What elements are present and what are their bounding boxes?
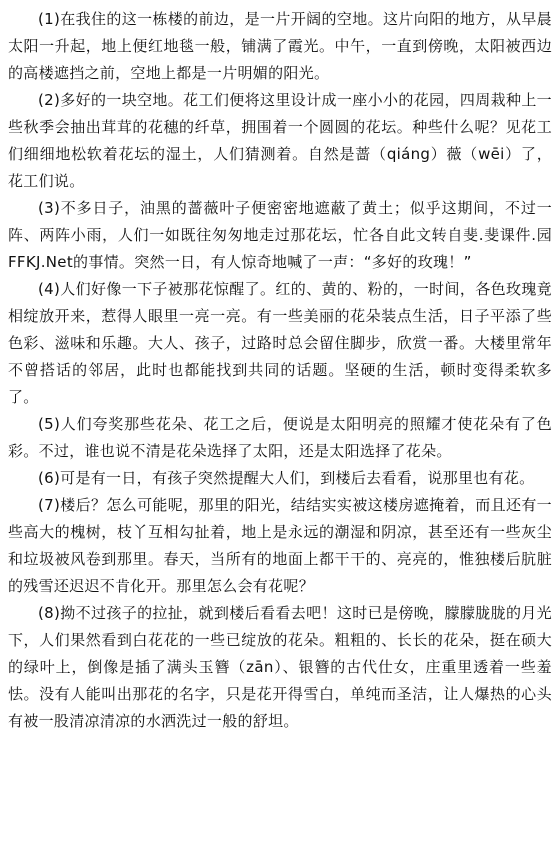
paragraph-1: (1)在我住的这一栋楼的前边，是一片开阔的空地。这片向阳的地方，从早晨太阳一升起，地上便红地毯一般，铺满了霞光。中午，一直到傍晚，太阳被西边的高楼遮挡之前，空地上都是一片明媚的阳光。 [8, 10, 552, 82]
paragraph-2: (2)多好的一块空地。花工们便将这里设计成一座小小的花园，四周栽种上一些秋季会抽出茸茸的花穗的纤草，拥围着一个圆圆的花坛。种些什么呢？见花工们细细地松软着花坛的湿土，人们猜测着。自然是蔷（qiáng）薇（wēi）了，花工们说。 [8, 91, 552, 190]
paragraph-6: (6)可是有一日，有孩子突然提醒大人们，到楼后去看看，说那里也有花。 [38, 469, 535, 487]
paragraph-3: (3)不多日子，油黑的蔷薇叶子便密密地遮蔽了黄土；似乎这期间，不过一阵、两阵小雨，人们一如既往匆匆地走过那花坛，忙各自此文转自斐.斐课件.园 FFKJ.Net的事情。突然一日，有人惊奇地喊了一声：“多好的玫瑰！” [8, 199, 552, 271]
paragraph-8: (8)拗不过孩子的拉扯，就到楼后看看去吧！这时已是傍晚，朦朦胧胧的月光下，人们果然看到白花花的一些已绽放的花朵。粗粗的、长长的花朵，挺在硕大的绿叶上，倒像是插了满头玉簪（zān）、银簪的古代仕女，庄重里透着一些羞怯。没有人能叫出那花的名字，只是花开得雪白，单纯而圣洁，让人爆热的心头有被一股清凉清凉的水洒洗过一般的舒坦。 [8, 604, 552, 730]
paragraph-5: (5)人们夸奖那些花朵、花工之后，便说是太阳明亮的照耀才使花朵有了色彩。不过，谁也说不清是花朵选择了太阳，还是太阳选择了花朵。 [8, 415, 552, 460]
paragraph-4: (4)人们好像一下子被那花惊醒了。红的、黄的、粉的，一时间，各色玫瑰竟相绽放开来，惹得人眼里一亮一亮。有一些美丽的花朵装点生活，日子平添了些色彩、滋味和乐趣。大人、孩子，过路时总会留住脚步，欣赏一番。大楼里常年不曾搭话的邻居，此时也都能找到共同的话题。坚硬的生活，顿时变得柔软多了。 [8, 280, 552, 406]
paragraph-7: (7)楼后？怎么可能呢，那里的阳光，结结实实被这楼房遮掩着，而且还有一些高大的槐树，枝丫互相勾扯着，地上是永远的潮湿和阴凉，甚至还有一些灰尘和垃圾被风卷到那里。春天，当所有的地面上都干干的、亮亮的，惟独楼后肮脏的残雪还迟迟不肯化开。那里怎么会有花呢？ [8, 496, 552, 595]
